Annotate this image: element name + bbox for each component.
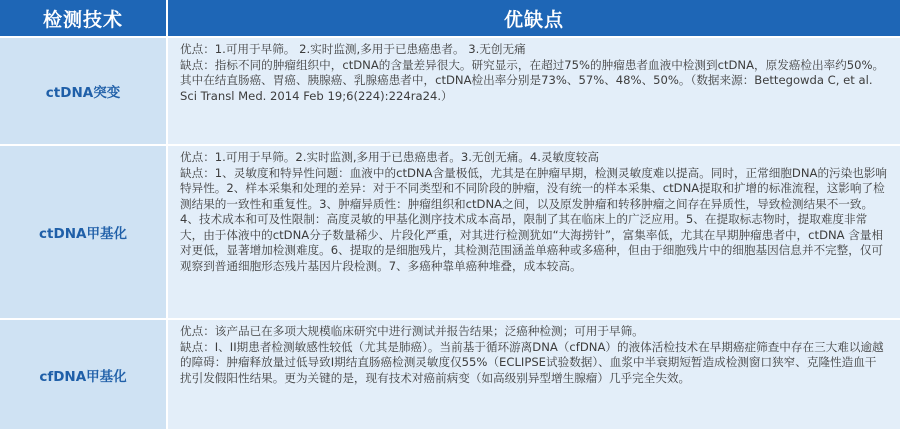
cons-text: 缺点：1、灵敏度和特异性问题：血液中的ctDNA含量极低，尤其是在肿瘤早期，检测灵敏度难以提高。同时，正常细胞DNA的污染也影响特异性。2、样本采集和处理的差异：对于不同类型和不同阶段的肿瘤，没有统一的样本采集、ctDNA提取和扩增的标准流程，这影响了检测结果的一致性和重复性。3、肿瘤异质性：肿瘤组织和ctDNA之间，以及原发肿瘤和转移肿瘤之间存在异质性，导致检测结果不一致。4、技术成本和可及性限制：高度灵敏的甲基化测序技术成本高昂，限制了其在临床上的广泛应用。5、在提取标志物时，提取难度非常大，由于体液中的ctDNA分子数量稀少、片段化严重，对其进行检测犹如“大海捞针”，富集率低，尤其在早期肿瘤患者中，ctDNA 含量相对更低，显著增加检测难度。6、提取的是细胞残片，其检测范围涵盖单癌种或多癌种，但由于细胞残片中的细胞基因信息并不完整，仅可观察到普通细胞形态残片基因片段检测。7、多癌种靠单癌种堆叠，成本较高。 <box>180 165 888 273</box>
table-row <box>0 38 900 144</box>
table-row <box>0 320 900 429</box>
row-description <box>168 146 900 318</box>
row-label-cfdna-methylation: cfDNA甲基化 <box>0 320 166 429</box>
cons-text: 缺点：指标不同的肿瘤组织中，ctDNA的含量差异很大。研究显示，在超过75%的肿瘤患者血液中检测到ctDNA，原发癌检出率约50%。其中在结直肠癌、胃癌、胰腺癌、乳腺癌患者中，ctDNA检出率分别是73%、57%、48%、50%。（数据来源：Bettegowda C, et al. Sci Transl Med. 2014 Feb 19;6(224):224ra24.） <box>180 57 885 103</box>
pros-text: 优点：该产品已在多项大规模临床研究中进行测试并报告结果；泛癌种检测；可用于早筛。 <box>180 324 644 338</box>
row-label-ctdna-methylation: ctDNA甲基化 <box>0 146 166 318</box>
cons-text: 缺点：I、II期患者检测敏感性较低（尤其是肺癌）。当前基于循环游离DNA（cfDNA）的液体活检技术在早期癌症筛查中存在三大难以逾越的障碍：肿瘤释放量过低导致I期结直肠癌检测灵敏度仅55%（ECLIPSE试验数据）、血浆中半衰期短暂造成检测窗口狭窄、克隆性造血干扰引发假阳性结果。更为关键的是，现有技术对癌前病变（如高级别异型增生腺瘤）几乎完全失效。 <box>180 339 884 385</box>
row-label-ctdna-mutation: ctDNA突变 <box>0 38 166 144</box>
table-row <box>0 146 900 318</box>
pros-text: 优点：1.可用于早筛。2.实时监测,多用于已患癌患者。3.无创无痛。4.灵敏度较高 <box>180 150 599 164</box>
row-description <box>168 320 900 429</box>
pros-text: 优点：1.可用于早筛。 2.实时监测,多用于已患癌患者。 3.无创无痛 <box>180 42 526 56</box>
row-description <box>168 38 900 144</box>
header-technology: 检测技术 <box>0 0 166 36</box>
header-pros-cons: 优缺点 <box>168 0 900 36</box>
